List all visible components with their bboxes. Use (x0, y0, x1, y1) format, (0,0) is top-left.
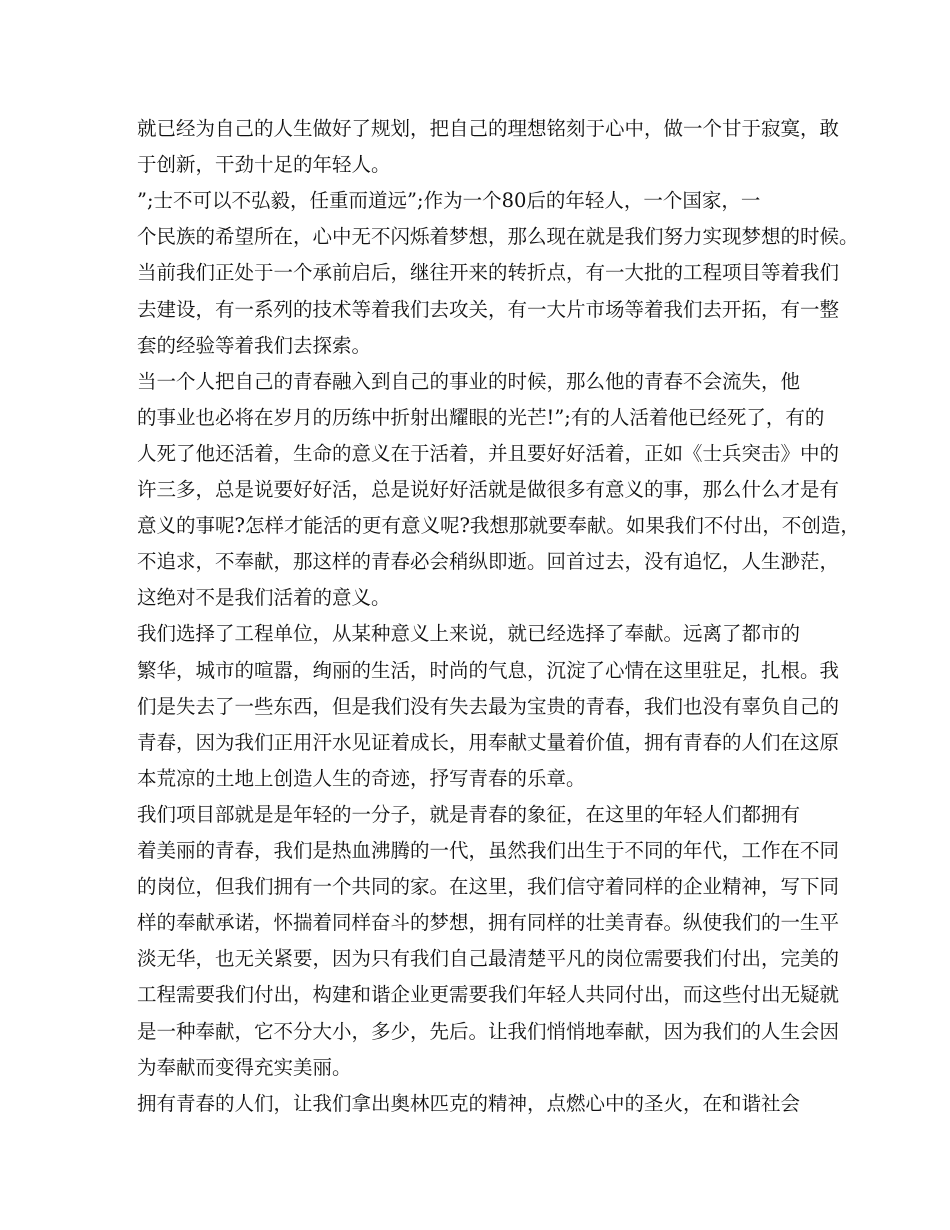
text-line: 我们项目部就是是年轻的一分子，就是青春的象征，在这里的年轻人们都拥有 (137, 802, 801, 826)
text-line: 淡无华，也无关紧要，因为只有我们自己最清楚平凡的岗位需要我们付出，完美的 (137, 947, 840, 971)
text-line: 个民族的希望所在，心中无不闪烁着梦想，那么现在就是我们努力实现梦想的时候。 (137, 225, 859, 249)
text-line: 们是失去了一些东西，但是我们没有失去最为宝贵的青春，我们也没有辜负自己的 (137, 694, 840, 718)
text-line: 套的经验等着我们去探索。 (137, 333, 372, 357)
text-line: 去建设，有一系列的技术等着我们去攻关，有一大片市场等着我们去开拓，有一整 (137, 297, 840, 321)
text-line: 的事业也必将在岁月的历练中折射出耀眼的光芒!”;有的人活着他已经死了，有的 (137, 405, 825, 429)
text-line: 工程需要我们付出，构建和谐企业更需要我们年轻人共同付出，而这些付出无疑就 (137, 983, 840, 1007)
text-line: 着美丽的青春，我们是热血沸腾的一代，虽然我们出生于不同的年代，工作在不同 (137, 839, 840, 862)
text-line: 就已经为自己的人生做好了规划，把自己的理想铭刻于心中，做一个甘于寂寞，敢 (137, 117, 840, 140)
text-line: 样的奉献承诺，怀揣着同样奋斗的梦想，拥有同样的壮美青春。纵使我们的一生平 (137, 911, 840, 935)
text-line: ”;士不可以不弘毅，任重而道远”;作为一个80后的年轻人，一个国家，一 (137, 189, 761, 213)
text-line: 为奉献而变得充实美丽。 (137, 1055, 352, 1079)
text-line: 本荒凉的土地上创造人生的奇迹，抒写青春的乐章。 (137, 766, 586, 790)
text-line: 于创新，干劲十足的年轻人。 (137, 153, 391, 177)
text-line: 拥有青春的人们，让我们拿出奥林匹克的精神，点燃心中的圣火，在和谐社会 (137, 1091, 801, 1115)
text-line: 意义的事呢?怎样才能活的更有意义呢?我想那就要奉献。如果我们不付出，不创造， (137, 514, 860, 538)
text-line: 是一种奉献，它不分大小，多少，先后。让我们悄悄地奉献，因为我们的人生会因 (137, 1019, 840, 1043)
text-line: 这绝对不是我们活着的意义。 (137, 586, 391, 610)
text-line: 当一个人把自己的青春融入到自己的事业的时候，那么他的青春不会流失，他 (137, 369, 801, 393)
text-line: 我们选择了工程单位，从某种意义上来说，就已经选择了奉献。远离了都市的 (137, 622, 801, 646)
text-line: 人死了他还活着，生命的意义在于活着，并且要好好活着，正如《士兵突击》中的 (137, 441, 840, 465)
text-line: 的岗位，但我们拥有一个共同的家。在这里，我们信守着同样的企业精神，写下同 (137, 875, 840, 899)
text-line: 繁华，城市的喧嚣，绚丽的生活，时尚的气息，沉淀了心情在这里驻足，扎根。我 (137, 658, 840, 682)
text-line: 不追求，不奉献，那这样的青春必会稍纵即逝。回首过去，没有追忆，人生渺茫， (137, 550, 840, 574)
text-line: 许三多，总是说要好好活，总是说好好活就是做很多有意义的事，那么什么才是有 (137, 478, 840, 501)
text-line: 青春，因为我们正用汗水见证着成长，用奉献丈量着价值，拥有青春的人们在这原 (137, 730, 840, 754)
text-line: 当前我们正处于一个承前启后，继往开来的转折点，有一大批的工程项目等着我们 (137, 261, 840, 285)
